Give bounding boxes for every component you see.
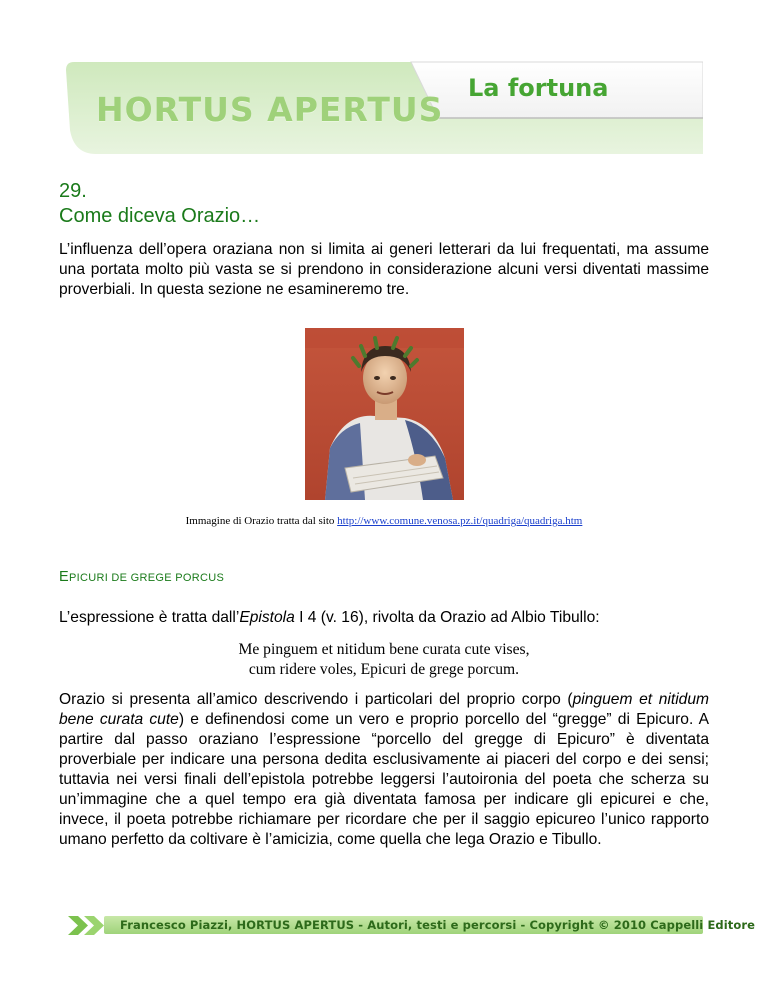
intro-paragraph: L’influenza dell’opera oraziana non si limita ai generi letterari da lui frequentati, ma assume una portata molto più vasta se si prendono in considerazione alcuni versi diventati massime proverbiali. In questa sezione ne esamineremo tre. — [59, 241, 709, 298]
caption-source-link[interactable]: http://www.comune.venosa.pz.it/quadriga/quadriga.htm — [337, 515, 583, 527]
horace-portrait-image — [305, 328, 464, 500]
source-prefix: L’espressione è tratta dall’ — [59, 609, 240, 626]
section-number: 29. — [59, 180, 87, 202]
footer-copyright: Francesco Piazzi, HORTUS APERTUS - Autori, testi e percorsi - Copyright © 2010 Cappelli Editore — [120, 918, 756, 932]
body-text-part-2: ) e definendosi come un vero e proprio porcello del “gregge” di Epicuro. A partire dal passo oraziano l’espressione “porcello del gregge di Epicuro” è diventata proverbiale per indicare una persona dedita esclusivamente ai piaceri del corpo e dei sensi; tuttavia nei versi finali dell’epistola potrebbe leggersi l’autoironia del poeta che scherza su un’immagine che a quel tempo era già diventata famosa per indicare gli epicurei e che, invece, il poeta potrebbe richiamare per ricordare che per il saggio epicureo l’unico rapporto umano perfetto da coltivare è l’amicizia, come quella che lega Orazio e Tibullo. — [59, 711, 710, 848]
header-banner — [66, 60, 703, 156]
caption-text: Immagine di Orazio tratta dal sito — [185, 515, 338, 527]
subsection-heading — [59, 569, 224, 585]
subsection-heading-initial: E — [59, 569, 69, 585]
section-title: Come diceva Orazio… — [59, 205, 261, 227]
series-title: HORTUS APERTUS — [96, 90, 444, 129]
body-text-part-1: Orazio si presenta all’amico descrivendo i particolari del proprio corpo ( — [59, 691, 573, 708]
source-suffix: I 4 (v. 16), rivolta da Orazio ad Albio Tibullo: — [294, 609, 600, 626]
subsection-heading-rest: PICURI DE GREGE PORCUS — [68, 572, 225, 584]
body-paragraph — [59, 690, 709, 850]
source-paragraph — [59, 608, 709, 628]
page-footer — [66, 913, 756, 938]
source-work-title: Epistola — [239, 609, 295, 626]
body-text-italic: pinguem et nitidum bene curata cute — [59, 691, 709, 728]
latin-quote — [0, 640, 768, 680]
figure-caption — [0, 515, 768, 527]
section-label: La fortuna — [468, 74, 609, 102]
quote-line-1: Me pinguem et nitidum bene curata cute vises, — [238, 641, 530, 658]
quote-line-2: cum ridere voles, Epicuri de grege porcum. — [248, 661, 520, 678]
